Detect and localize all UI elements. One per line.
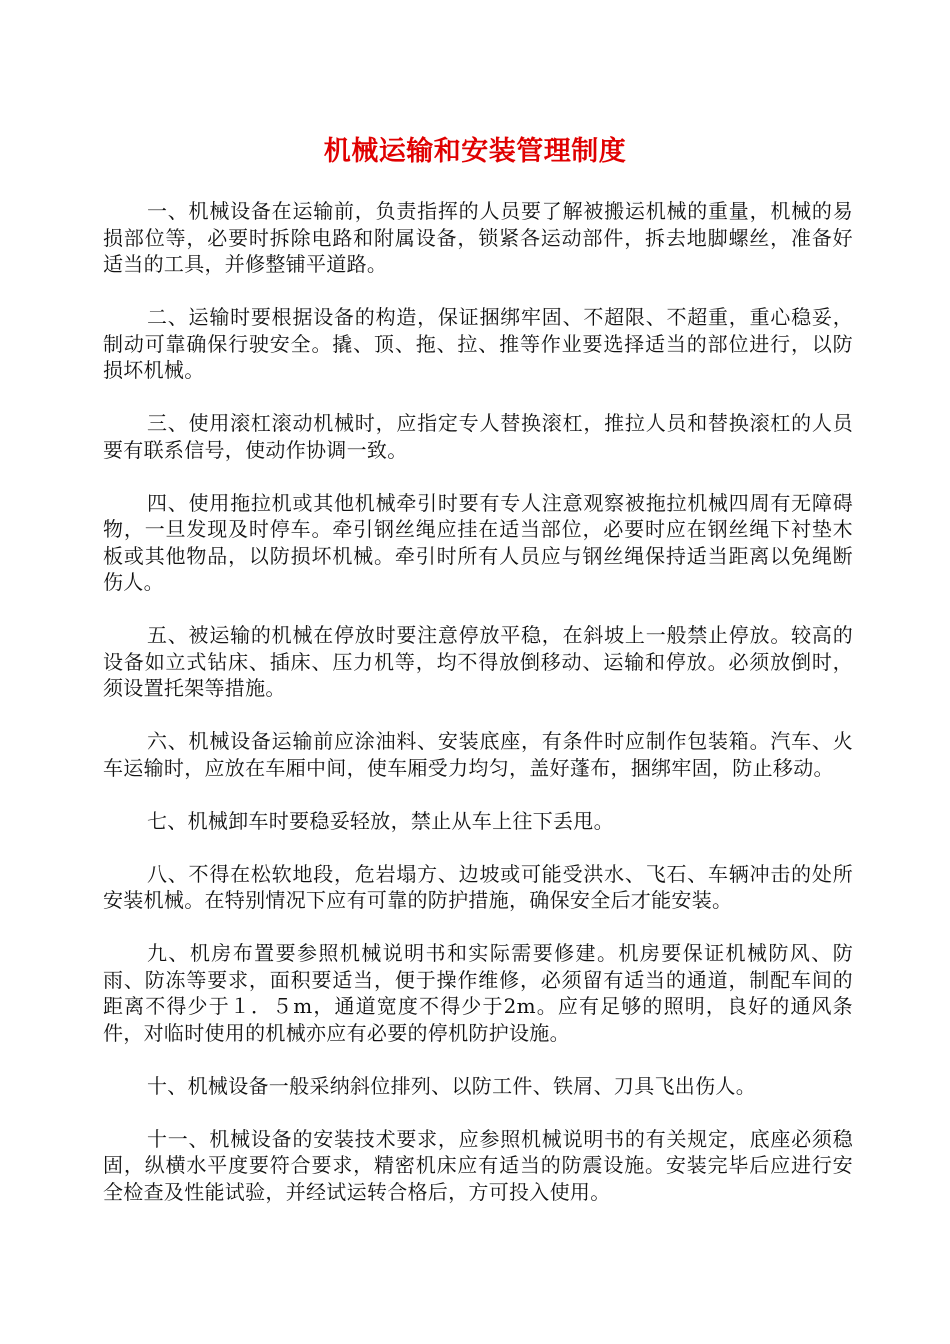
paragraph-9: 九、机房布置要参照机械说明书和实际需要修建。机房要保证机械防风、防雨、防冻等要求，面积要适当，便于操作维修，必须留有适当的通道，制配车间的距离不得少于１．５m，通道宽度不得少于2m。应有足够的照明，良好的通风条件，对临时使用的机械亦应有必要的停机防护设施。 bbox=[103, 941, 853, 1045]
paragraph-7: 七、机械卸车时要稳妥轻放，禁止从车上往下丢甩。 bbox=[147, 808, 614, 833]
document-title: 机械运输和安装管理制度 bbox=[323, 136, 627, 167]
paragraph-10: 十、机械设备一般采纳斜位排列、以防工件、铁屑、刀具飞出伤人。 bbox=[147, 1073, 756, 1098]
document-body bbox=[103, 198, 853, 1232]
paragraph-2: 二、运输时要根据设备的构造，保证捆绑牢固、不超限、不超重，重心稳妥，制动可靠确保行驶安全。撬、顶、拖、拉、推等作业要选择适当的部位进行，以防损坏机械。 bbox=[103, 305, 853, 382]
paragraph-3: 三、使用滚杠滚动机械时，应指定专人替换滚杠，推拉人员和替换滚杠的人员要有联系信号，使动作协调一致。 bbox=[103, 411, 853, 462]
paragraph-4: 四、使用拖拉机或其他机械牵引时要有专人注意观察被拖拉机械四周有无障碍物，一旦发现及时停车。牵引钢丝绳应挂在适当部位，必要时应在钢丝绳下衬垫木板或其他物品，以防损坏机械。牵引时所有人员应与钢丝绳保持适当距离以免绳断伤人。 bbox=[103, 490, 853, 594]
paragraph-11: 十一、机械设备的安装技术要求，应参照机械说明书的有关规定，底座必须稳固，纵横水平度要符合要求，精密机床应有适当的防震设施。安装完毕后应进行安全检查及性能试验，并经试运转合格后，方可投入使用。 bbox=[103, 1126, 853, 1204]
paragraph-5: 五、被运输的机械在停放时要注意停放平稳，在斜坡上一般禁止停放。较高的设备如立式钻床、插床、压力机等，均不得放倒移动、运输和停放。必须放倒时，须设置托架等措施。 bbox=[103, 623, 853, 700]
paragraph-1: 一、机械设备在运输前，负责指挥的人员要了解被搬运机械的重量，机械的易损部位等，必要时拆除电路和附属设备，锁紧各运动部件，拆去地脚螺丝，准备好适当的工具，并修整铺平道路。 bbox=[103, 199, 853, 276]
paragraph-6: 六、机械设备运输前应涂油料、安装底座，有条件时应制作包装箱。汽车、火车运输时，应放在车厢中间，使车厢受力均匀，盖好蓬布，捆绑牢固，防止移动。 bbox=[103, 729, 853, 780]
paragraph-8: 八、不得在松软地段，危岩塌方、边坡或可能受洪水、飞石、车辆冲击的处所安装机械。在特别情况下应有可靠的防护措施，确保安全后才能安装。 bbox=[103, 861, 853, 912]
